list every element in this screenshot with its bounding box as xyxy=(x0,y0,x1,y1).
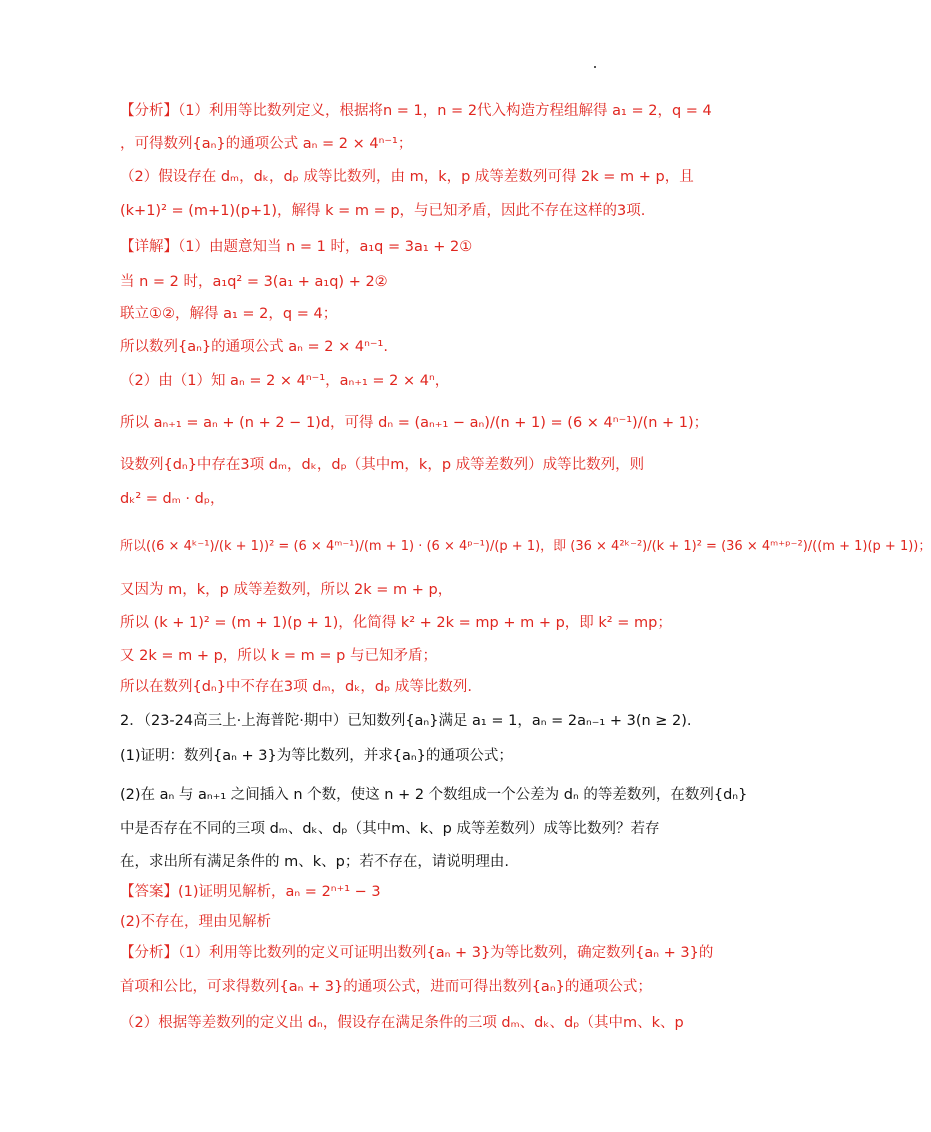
analysis-line-1: 【分析】（1）利用等比数列定义，根据将n = 1，n = 2代入构造方程组解得 a₁ = 2，q = 4 xyxy=(120,103,712,119)
problem-2-part-1: (1)证明：数列{aₙ + 3}为等比数列，并求{aₙ}的通项公式； xyxy=(120,748,513,764)
detail-line-9: 所以((6 × 4ᵏ⁻¹)/(k + 1))² = (6 × 4ᵐ⁻¹)/(m + 1) · (6 × 4ᵖ⁻¹)/(p + 1)，即 (36 × 4²ᵏ⁻²)/(k + 1)² = (36 × 4ᵐ⁺ᵖ⁻²)/((m + 1)(p + 1))； xyxy=(120,539,931,554)
detail-line-10: 又因为 m，k，p 成等差数列，所以 2k = m + p， xyxy=(120,582,453,598)
analysis-line-2: ，可得数列{aₙ}的通项公式 aₙ = 2 × 4ⁿ⁻¹； xyxy=(120,136,413,152)
analysis-2-line-3: （2）根据等差数列的定义出 dₙ，假设存在满足条件的三项 dₘ、dₖ、dₚ（其中m、k、p xyxy=(120,1015,684,1031)
detail-line-5: （2）由（1）知 aₙ = 2 × 4ⁿ⁻¹，aₙ₊₁ = 2 × 4ⁿ， xyxy=(120,373,450,389)
analysis-2-line-1: 【分析】（1）利用等比数列的定义可证明出数列{aₙ + 3}为等比数列，确定数列{aₙ + 3}的 xyxy=(120,945,714,961)
detail-line-2: 当 n = 2 时，a₁q² = 3(a₁ + a₁q) + 2② xyxy=(120,274,388,290)
analysis-2-line-2: 首项和公比，可求得数列{aₙ + 3}的通项公式，进而可得出数列{aₙ}的通项公式； xyxy=(120,979,652,995)
detail-line-3: 联立①②，解得 a₁ = 2，q = 4； xyxy=(120,306,338,322)
detail-line-11: 所以 (k + 1)² = (m + 1)(p + 1)，化简得 k² + 2k = mp + m + p，即 k² = mp； xyxy=(120,615,672,631)
detail-line-13: 所以在数列{dₙ}中不存在3项 dₘ，dₖ，dₚ 成等比数列. xyxy=(120,679,473,695)
detail-line-7: 设数列{dₙ}中存在3项 dₘ，dₖ，dₚ（其中m，k，p 成等差数列）成等比数列，则 xyxy=(120,457,645,473)
detail-line-4: 所以数列{aₙ}的通项公式 aₙ = 2 × 4ⁿ⁻¹. xyxy=(120,339,388,355)
detail-line-8: dₖ² = dₘ · dₚ， xyxy=(120,491,225,507)
analysis-line-3: （2）假设存在 dₘ，dₖ，dₚ 成等比数列，由 m，k，p 成等差数列可得 2k = m + p，且 xyxy=(120,169,694,185)
answer-line-1: 【答案】(1)证明见解析，aₙ = 2ⁿ⁺¹ − 3 xyxy=(120,884,381,900)
problem-2-part-2-line-1: (2)在 aₙ 与 aₙ₊₁ 之间插入 n 个数，使这 n + 2 个数组成一个公差为 dₙ 的等差数列，在数列{dₙ} xyxy=(120,787,748,803)
problem-2-part-2-line-3: 在，求出所有满足条件的 m、k、p；若不存在，请说明理由. xyxy=(120,854,509,870)
problem-2-part-2-line-2: 中是否存在不同的三项 dₘ、dₖ、dₚ（其中m、k、p 成等差数列）成等比数列？若存 xyxy=(120,821,660,837)
problem-2-stem: 2．（23-24高三上·上海普陀·期中）已知数列{aₙ}满足 a₁ = 1，aₙ = 2aₙ₋₁ + 3(n ≥ 2). xyxy=(120,713,692,729)
detail-line-1: 【详解】（1）由题意知当 n = 1 时，a₁q = 3a₁ + 2① xyxy=(120,239,473,255)
detail-line-12: 又 2k = m + p，所以 k = m = p 与已知矛盾； xyxy=(120,648,437,664)
answer-line-2: (2)不存在，理由见解析 xyxy=(120,914,272,930)
analysis-line-4: (k+1)² = (m+1)(p+1)，解得 k = m = p，与已知矛盾，因此不存在这样的3项. xyxy=(120,203,646,219)
detail-line-6: 所以 aₙ₊₁ = aₙ + (n + 2 − 1)d，可得 dₙ = (aₙ₊₁ − aₙ)/(n + 1) = (6 × 4ⁿ⁻¹)/(n + 1)； xyxy=(120,415,709,431)
page-dot-mark xyxy=(594,66,596,68)
